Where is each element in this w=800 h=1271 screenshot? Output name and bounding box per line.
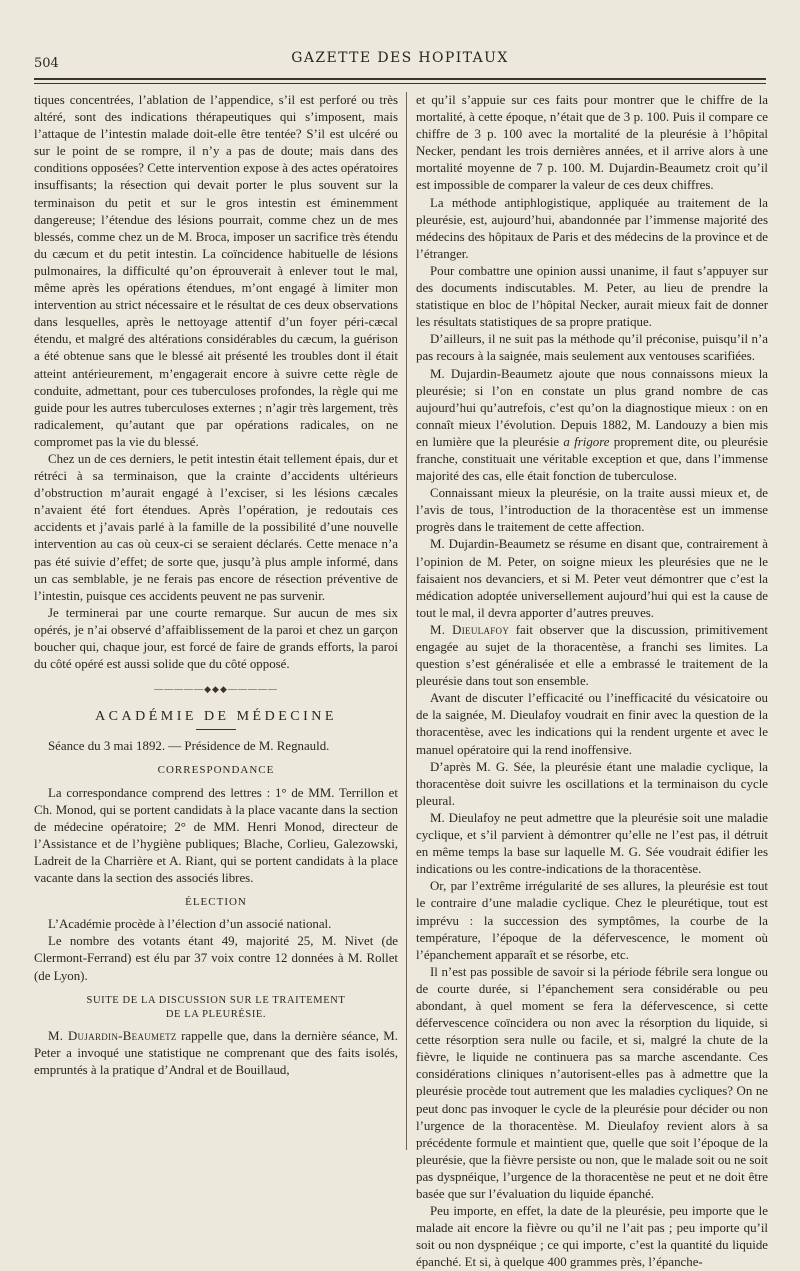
subheading-correspondance: CORRESPONDANCE xyxy=(157,764,275,777)
paragraph: Il n’est pas possible de savoir si la période fébrile sera longue ou de courte durée, si l’épanchement sera considérable ou peu abondant, à quel moment se fera la défervescence, si cette défervescence coïncidera ou non avec la résorption du liquide, si cette résorption sera nulle ou facile, et si, malgré la chute de la fièvre, le liquide ne continuera pas sa marche ascendante. Ces considérations cliniques n’autorisent-elles pas à admettre que la pleurésie procède tout autrement que les maladies cycliques? On ne peut donc pas invoquer le cycle de la pleurésie pour décider ou non l’urgence de la thoracentèse. M. Dieulafoy revient alors à sa précédente formule et maintient que, quelle que soit l’époque de la pleurésie, que la fièvre persiste ou non, que le malade soit ou ne soit pas dyspnéique, l’urgence de la thoracentèse ne peut et ne doit être basée que sur l’évaluation du liquide épanché. xyxy=(416,964,768,1201)
speaker-text: rappelle que, dans la dernière séance, M. Peter a invoqué une statistique ne comprenant que des faits isolés, empruntés à la pratique d’Andral et de Bouillaud, xyxy=(34,1028,398,1077)
paragraph xyxy=(34,1028,398,1079)
paragraph xyxy=(416,366,768,486)
subheading-line: DE LA PLEURÉSIE. xyxy=(165,1008,267,1020)
paragraph: La correspondance comprend des lettres : 1° de MM. Terrillon et Ch. Monod, qui se portent candidats à la place vacante dans la section de médecine opératoire; 2° de MM. Henri Monod, directeur de l’Assistance et de l’hygiène publiques; Blache, Corlieu, Galezowski, Ladreit de la Charrière et A. Riant, qui se portent candidats à la place vacante dans la section des associés libres. xyxy=(34,785,398,886)
paragraph: Connaissant mieux la pleurésie, on la traite aussi mieux et, de l’avis de tous, l’introduction de la thoracentèse est un immense progrès dans le traitement de cette affection. xyxy=(416,486,768,535)
right-column xyxy=(416,92,768,1270)
paragraph: Je terminerai par une courte remarque. Sur aucun de mes six opérés, je n’ai observé d’affaiblissement de la paroi et chez un garçon boucher qui, chaque jour, est forcé de faire de grands efforts, la paroi du côté opéré est aussi solide que du côté opposé. xyxy=(34,605,398,672)
paragraph: Peu importe, en effet, la date de la pleurésie, peu importe que le malade ait encore la fièvre ou qu’il ne l’ait pas ; peu importe qu’il soit ou non dyspnéique ; ce qui importe, c’est la quantité du liquide épanché. Et si, à quelque 400 grammes près, l’épanche- xyxy=(416,1204,768,1270)
page-header xyxy=(34,44,766,74)
paragraph: Or, par l’extrême irrégularité de ses allures, la pleurésie est tout le contraire d’une maladie cyclique. Chez le pleurétique, tout est imprévu : la succession des symptômes, la courbe de la température, l’époque de la défervescence, le moment où l’épanchement apparaît et se résorbe, etc. xyxy=(416,879,768,962)
paragraph: La méthode antiphlogistique, appliquée au traitement de la pleurésie, est, aujourd’hui, abandonnée par l’immense majorité des médecins des hôpitaux de Paris et des médecins de la province et de l’étranger. xyxy=(416,195,768,261)
paragraph: Pour combattre une opinion aussi unanime, il faut s’appuyer sur des documents indiscutables. M. Peter, au lieu de prendre la statistique en bloc de l’hôpital Necker, aurait mieux fait de donner les résultats statistiques de sa propre pratique. xyxy=(416,263,768,330)
italic-term: a frigore xyxy=(563,434,610,449)
title-rule xyxy=(196,729,236,730)
header-rule-thin xyxy=(34,83,766,84)
paragraph: Chez un de ces derniers, le petit intestin était tellement épais, dur et rétréci à sa terminaison, que la crainte d’accidents ultérieurs d’obstruction m’aurait engagé à l’exciser, si les lésions cæcales n’avaient été fort étendues. Après l’opération, je redoutais ces accidents et j’avais parlé à la famille de la possibilité d’une nouvelle intervention au cas où ceux-ci se seraient déclarés. Cette menace n’a pas été suivie d’effet; de sorte que, jusqu’à plus ample informé, dans un cas semblable, je ne ferais pas encore de résection préventive de l’intestin, puisque ces accidents peuvent ne pas survenir. xyxy=(34,451,398,603)
speaker-name: M. Dujardin-Beaumetz xyxy=(48,1028,177,1043)
text-run: M. Dujardin-Beaumetz ajoute que nous connaissons mieux la pleurésie; si l’on en constate un plus grand nombre de cas aujourd’hui qu’autrefois, c’est qu’on la diagnostique mieux : on en connaît mieux l’évolution. Depuis 1882, M. Landouzy a bien mis en lumière que la pleurésie xyxy=(416,366,768,449)
paragraph: tiques concentrées, l’ablation de l’appendice, s’il est perforé ou très altéré, sont des indications thérapeutiques qui s’imposent, mais l’attaque de l’intestin malade doit-elle être tentée? S’il est ulcéré ou sur le point de se rompre, il n’y a pas de doute; mais dans des conditions opposées? Cette intervention expose à des actes opératoires insuffisants; la résection qui devait porter le plus souvent sur la terminaison du petit et sur le gros intestin est éminemment dangereuse; l’étendue des lésions pourrait, comme chez un de mes blessés, comme chez un de M. Broca, imposer un sacrifice très étendu du cæcum et du petit intestin. La coïncidence habituelle de lésions pulmonaires, la difficulté qu’on éprouverait à enlever tout le mal, même après les opérations étendues, m’ont engagé à limiter mon intervention au strict nécessaire et le résultat de ces deux observations dans lesquelles, après le nettoyage attentif d’un foyer péri-cæcal étendu, et malgré des altérations considérables du cæcum, la guérison a été obtenue sans que le blessé ait présenté les troubles dont il était atteint antérieurement, m’engagerait encore à suivre cette règle de conduite, admettant, pour ces tuberculoses profondes, la règle qui me guide pour les autres tuberculoses externes ; n’agir très largement, très radicalement, qu’autant que par opérations radicales, on ne compromet pas la vie du blessé. xyxy=(34,93,398,449)
page-number: 504 xyxy=(34,56,59,71)
paragraph: D’ailleurs, il ne suit pas la méthode qu’il préconise, puisqu’il n’a pas recours à la saignée, mais seulement aux ventouses scarifiées. xyxy=(416,332,768,364)
subheading-line: SUITE DE LA DISCUSSION SUR LE TRAITEMENT xyxy=(86,994,346,1006)
paragraph: Avant de discuter l’efficacité ou l’inefficacité du vésicatoire ou de la saignée, M. Dieulafoy voudrait en finir avec la question de la thoracentèse, avec les indications qui la rendent urgente et avec le manuel opératoire qui la rend inoffensive. xyxy=(416,691,768,757)
paragraph: M. Dieulafoy ne peut admettre que la pleurésie soit une maladie cyclique, et s’il parvient à démontrer qu’elle ne l’est pas, il détruit en même temps la base sur laquelle M. G. Sée voudrait édifier les indications ou les contre-indications de la thoracentèse. xyxy=(416,810,768,877)
text-run: proprement dite, ou pleurésie franche, constituait une véritable exception et que, dans l’immense majorité des cas, elle était fonction de tuberculose. xyxy=(416,434,768,484)
speaker-text: fait observer que la discussion, primitivement engagée au sujet de la thoracentèse, a franchi ses limites. La question s’est généralisée et elle a embrassé le traitement de la pleurésie dans tout son ensemble. xyxy=(416,622,768,689)
paragraph: L’Académie procède à l’élection d’un associé national. xyxy=(48,917,332,932)
left-column xyxy=(34,92,398,1152)
section-title: ACADÉMIE DE MÉDECINE xyxy=(95,709,337,725)
paragraph xyxy=(416,622,768,690)
subheading-election: ÉLECTION xyxy=(185,896,247,909)
paragraph: D’après M. G. Sée, la pleurésie étant une maladie cyclique, la thoracentèse doit suivre les oscillations et la terminaison du cycle pleural. xyxy=(416,759,768,808)
column-divider xyxy=(406,92,407,1150)
header-rule-thick xyxy=(34,78,766,80)
paragraph: Le nombre des votants étant 49, majorité 25, M. Nivet (de Clermont-Ferrand) est élu par 37 voix contre 12 données à M. Rollet (de Lyon). xyxy=(34,934,398,983)
subheading-discussion xyxy=(34,994,398,1022)
section-separator: —————◆◆◆————— xyxy=(154,684,278,695)
journal-title: GAZETTE DES HOPITAUX xyxy=(291,50,509,66)
paragraph: et qu’il s’appuie sur ces faits pour montrer que le chiffre de la mortalité, à cette époque, n’était que de 3 p. 100. Puis il compare ce chiffre de 3 p. 100 avec la mortalité de la pleurésie à l’hôpital Necker, pendant les trois dernières années, et il arrive alors à une mortalité moyenne de 7 p. 100. M. Dujardin-Beaumetz croit qu’il est impossible de comparer la valeur de ces deux chiffres. xyxy=(416,93,768,193)
speaker-name: M. Dieulafoy xyxy=(430,622,510,637)
paragraph: M. Dujardin-Beaumetz se résume en disant que, contrairement à l’opinion de M. Peter, on soigne mieux les pleurésies que ne le faisaient nos devanciers, et si M. Peter veut démontrer que c’est la médication adoptée universellement aujourd’hui qui est la cause de tout le mal, il devra apporter d’autres preuves. xyxy=(416,537,768,620)
session-line: Séance du 3 mai 1892. — Présidence de M. Regnauld. xyxy=(48,739,330,754)
